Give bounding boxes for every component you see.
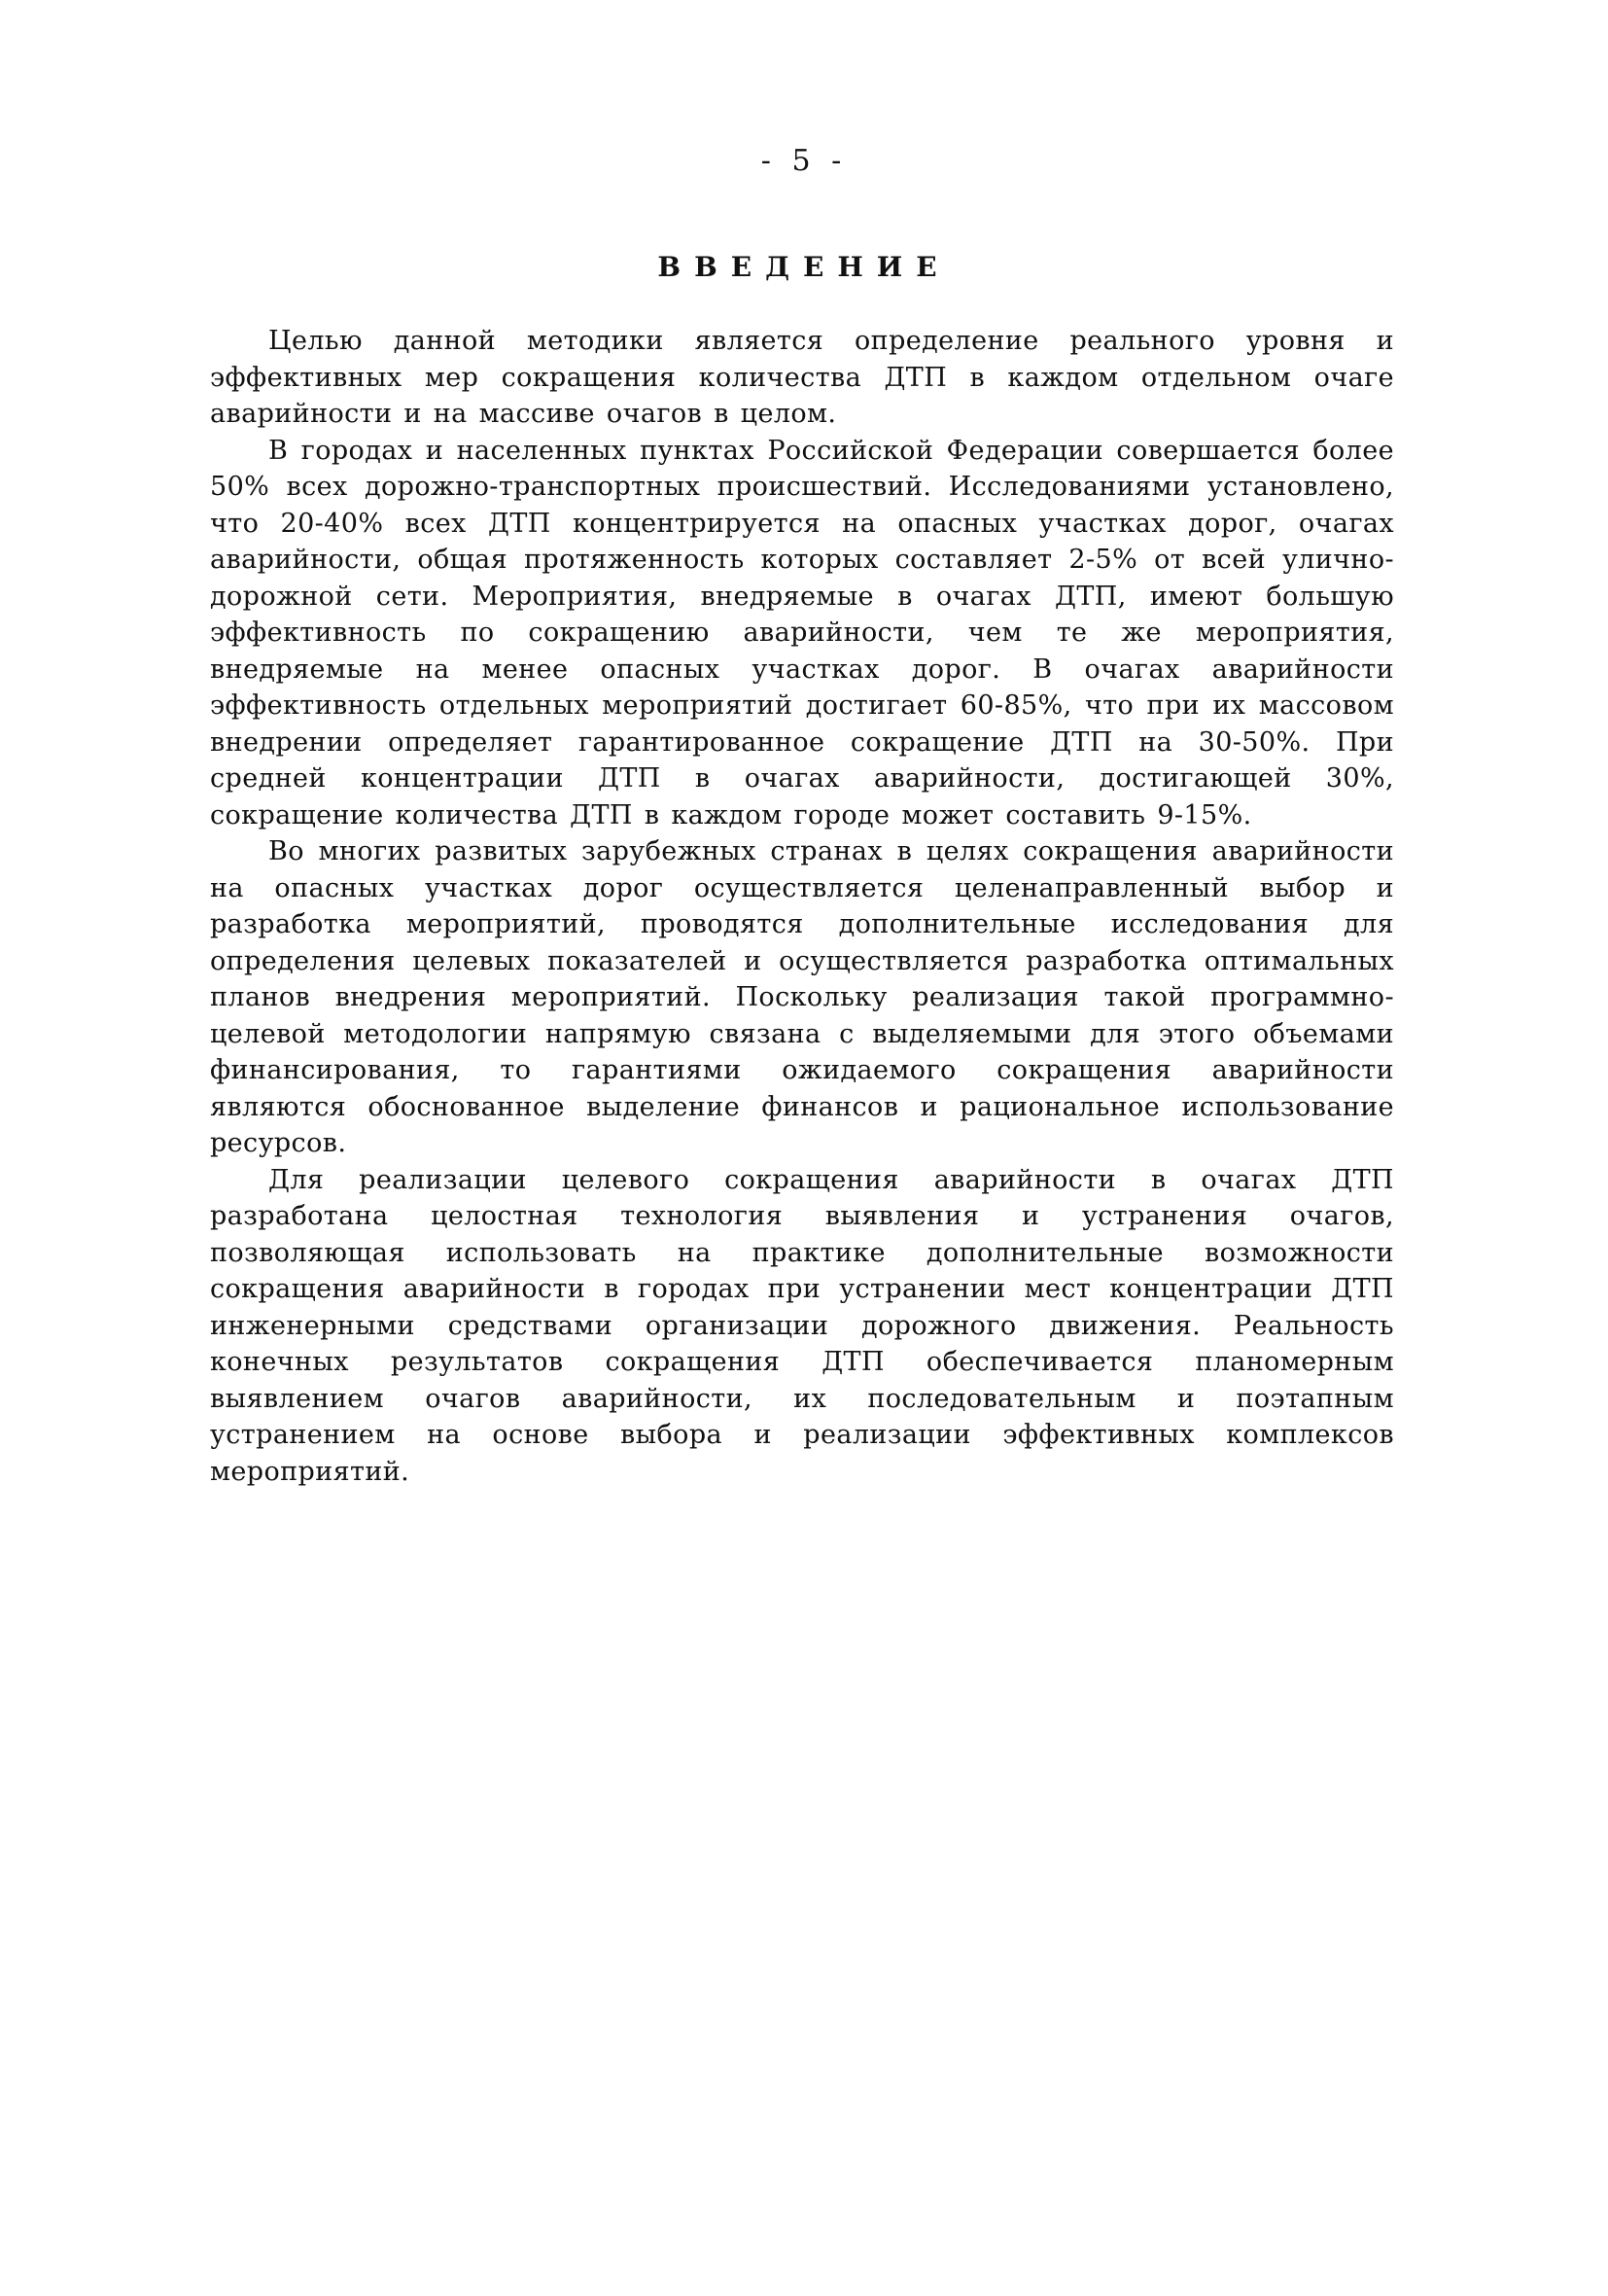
paragraph-4: Для реализации целевого сокращения аварийности в очагах ДТП разработана целостная технология выявления и устранения очагов, позволяющая использовать на практике дополнительные возможности сокращения аварийности в городах при устранении мест концентрации ДТП инженерными средствами организации дорожного движения. Реальность конечных результатов сокращения ДТП обеспечивается планомерным выявлением очагов аварийности, их последовательным и поэтапным устранением на основе выбора и реализации эффективных комплексов мероприятий. [210, 1164, 1394, 1487]
page-number: - 5 - [760, 144, 848, 178]
paragraph-3: Во многих развитых зарубежных странах в целях сокращения аварийности на опасных участках дорог осуществляется целенаправленный выбор и разработка мероприятий, проводятся дополнительные исследования для определения целевых показателей и осуществляется разработка оптимальных планов внедрения мероприятий. Поскольку реализация такой программно-целевой методологии напрямую связана с выделяемыми для этого объемами финансирования, то гарантиями ожидаемого сокращения аварийности являются обоснованное выделение финансов и рациональное использование ресурсов. [210, 836, 1394, 1158]
section-heading: ВВЕДЕНИЕ [657, 251, 951, 283]
paragraph-1: Целью данной методики является определение реального уровня и эффективных мер сокращения количества ДТП в каждом отдельном очаге аварийности и на массиве очагов в целом. [210, 326, 1394, 429]
body-text [210, 323, 1394, 1490]
paragraph-2: В городах и населенных пунктах Российской Федерации совершается более 50% всех дорожно-транспортных происшествий. Исследованиями установлено, что 20-40% всех ДТП концентрируется на опасных участках дорог, очагах аварийности, общая протяженность которых составляет 2-5% от всей улично-дорожной сети. Мероприятия, внедряемые в очагах ДТП, имеют большую эффективность по сокращению аварийности, чем те же мероприятия, внедряемые на менее опасных участках дорог. В очагах аварийности эффективность отдельных мероприятий достигает 60-85%, что при их массовом внедрении определяет гарантированное сокращение ДТП на 30-50%. При средней концентрации ДТП в очагах аварийности, достигающей 30%, сокращение количества ДТП в каждом городе может составить 9-15%. [210, 435, 1394, 830]
